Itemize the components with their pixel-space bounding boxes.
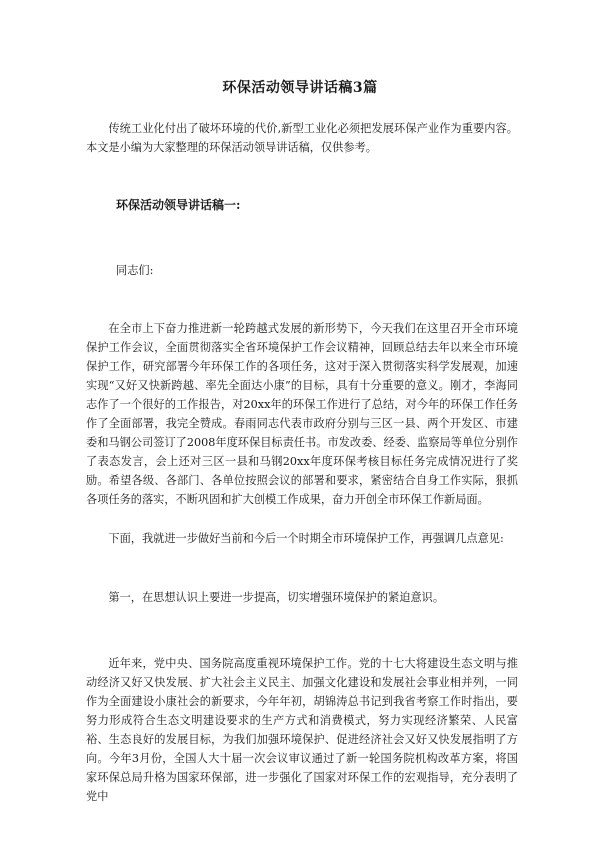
intro-paragraph: 传统工业化付出了破坏环境的代价,新型工业化必须把发展环保产业作为重要内容。本文是小编为大家整理的环保活动领导讲话稿，仅供参考。 xyxy=(86,122,518,154)
body-paragraph: 下面，我就进一步做好当前和今后一个时期全市环境保护工作，再强调几点意见: xyxy=(108,532,504,545)
document-title: 环保活动领导讲话稿3篇 xyxy=(222,80,378,96)
body-paragraph: 近年来，党中央、国务院高度重视环境保护工作。党的十七大将建设生态文明与推动经济又好又快发展、扩大社会主义民主、加强文化建设和发展社会事业相并列，一同作为全面建设小康社会的新要求，今年年初，胡锦涛总书记到我省考察工作时指出，要努力形成符合生态文明建设要求的生产方式和消费模式，努力实现经济繁荣、人民富裕、生态良好的发展目标，为我们加强环境保护、促进经济社会又好又快发展指明了方向。今年3月份，全国人大十届一次会议审议通过了新一轮国务院机构改革方案，将国家环保总局升格为国家环保部，进一步强化了国家对环保工作的宏观指导，充分表明了党中 xyxy=(86,657,518,803)
body-paragraph: 在全市上下奋力推进新一轮跨越式发展的新形势下，今天我们在这里召开全市环境保护工作会议，全面贯彻落实全省环境保护工作会议精神，回顾总结去年以来全市环境保护工作，研究部署今年环保工作的各项任务，这对于深入贯彻落实科学发展观，加速实现“又好又快新跨越、率先全面达小康”的目标，具有十分重要的意义。刚才，李海同志作了一个很好的工作报告，对20xx年的环保工作进行了总结，对今年的环保工作任务作了全面部署，我完全赞成。春雨同志代表市政府分别与三区一县、两个开发区、市建委和马钢公司签订了2008年度环保目标责任书。市发改委、经委、监察局等单位分别作了表态发言，会上还对三区一县和马钢20xx年度环保考核目标任务完成情况进行了奖励。希望各级、各部门、各单位按照会议的部署和要求，紧密结合自身工作实际，狠抓各项任务的落实，不断巩固和扩大创模工作成果，奋力开创全市环保工作新局面。 xyxy=(86,322,518,506)
section-heading: 环保活动领导讲话稿一: xyxy=(116,198,241,212)
greeting: 同志们: xyxy=(116,264,154,277)
body-paragraph: 第一，在思想认识上要进一步提高，切实增强环境保护的紧迫意识。 xyxy=(108,591,445,604)
